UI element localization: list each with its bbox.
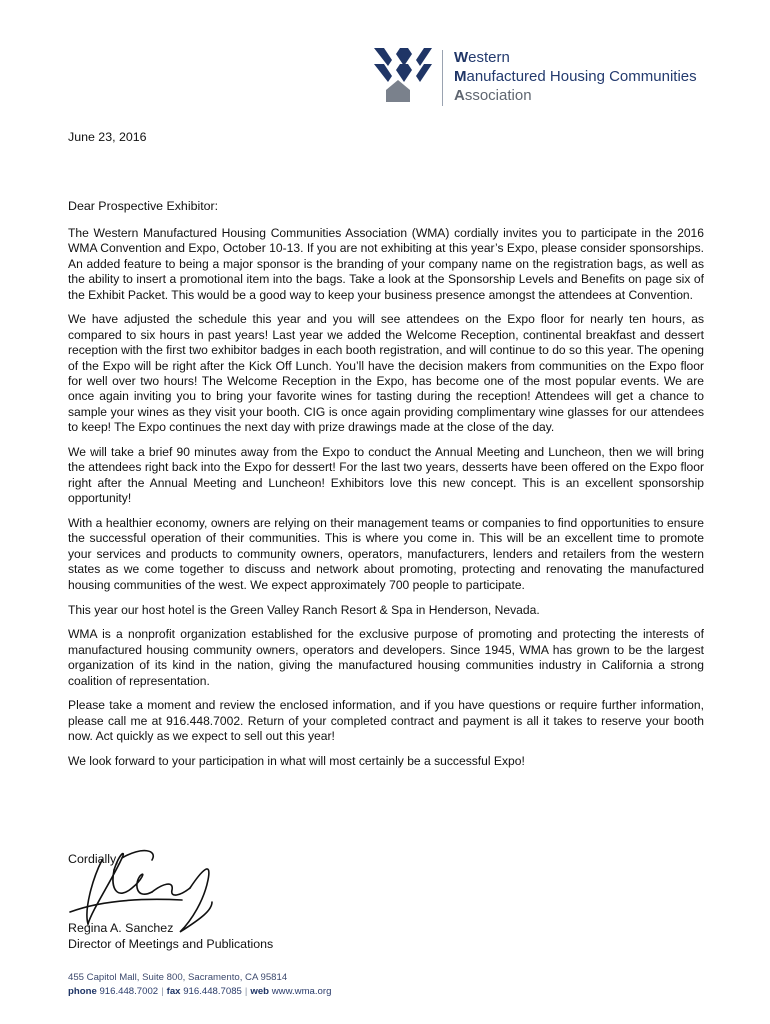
wma-logo-icon xyxy=(372,46,434,104)
closing: Cordially, xyxy=(68,852,119,866)
paragraph: WMA is a nonprofit organization established for the exclusive purpose of promoting and protecting the interests of manufactured housing community owners, operators and developers. Since 1945, WMA has grown to be the largest organization of its kind in the nation, giving the manufactured housing communities industry in California a strong coalition of representation. xyxy=(68,627,704,688)
letter-date: June 23, 2016 xyxy=(68,130,147,144)
paragraph: We look forward to your participation in what will most certainly be a successful Expo! xyxy=(68,753,525,768)
fax-number: 916.448.7085 xyxy=(183,986,242,997)
footer-separator: | xyxy=(161,986,164,997)
logo-line-western: Western xyxy=(454,49,510,66)
logo-line-association: Association xyxy=(454,87,532,104)
web-address[interactable]: www.wma.org xyxy=(271,986,332,997)
wma-logo xyxy=(372,46,697,110)
fax-label: fax xyxy=(166,986,181,997)
signature-block xyxy=(68,921,273,952)
salutation: Dear Prospective Exhibitor: xyxy=(68,199,219,213)
paragraph: With a healthier economy, owners are relying on their management teams or companies to find opportunities to ensure the successful operation of their communities. This is where you come in. This will be an excellent time to promote your services and products to community owners, operators, manufacturers, lenders and retailers from the western states as we come together to discuss and network about promoting, protecting and renovating the manufactured housing communities of the west. We expect approximately 700 people to participate. xyxy=(68,516,704,592)
phone-label: phone xyxy=(68,986,97,997)
logo-wordmark xyxy=(454,48,697,105)
paragraph: We have adjusted the schedule this year and you will see attendees on the Expo floor for nearly ten hours, as compared to six hours in past years! Last year we added the Welcome Reception, continental breakfast and dessert reception with the first two exhibitor badges in each booth registration, and will continue to do so this year. The opening of the Expo will be right after the Kick Off Lunch. You’ll have the decision makers from communities on the Expo floor for well over two hours! The Welcome Reception in the Expo, has become one of the most popular events. We are once again inviting you to bring your favorite wines for tasting during the reception! Attendees will get a chance to sample your wines as they visit your booth. CIG is once again providing complimentary wine glasses for our attendees to keep! The Expo continues the next day with prize drawings made at the close of the day. xyxy=(68,312,704,435)
letter-body xyxy=(68,226,704,779)
paragraph: The Western Manufactured Housing Communities Association (WMA) cordially invites you to participate in the 2016 WMA Convention and Expo, October 10-13. If you are not exhibiting at this year’s Expo, please consider sponsorships. An added feature to being a major sponsor is the branding of your company name on the registration bags, as well as the ability to insert a promotional item into the bags. Take a look at the Sponsorship Levels and Benefits on page six of the Exhibit Packet. This would be a good way to keep your business presence amongst the attendees at Convention. xyxy=(68,226,704,302)
signer-name: Regina A. Sanchez xyxy=(68,921,174,935)
paragraph: We will take a brief 90 minutes away from the Expo to conduct the Annual Meeting and Luncheon, then we will bring the attendees right back into the Expo for dessert! For the last two years, desserts have been offered on the Expo floor right after the Annual Meeting and Luncheon! Exhibitors love this new concept. This is an excellent sponsorship opportunity! xyxy=(68,445,704,506)
web-label: web xyxy=(250,986,270,997)
footer-separator: | xyxy=(244,986,248,997)
logo-divider xyxy=(442,50,443,106)
letterhead-footer xyxy=(68,971,331,999)
logo-line-manufactured: Manufactured Housing Communities xyxy=(454,68,697,85)
footer-contacts xyxy=(68,985,331,999)
paragraph: This year our host hotel is the Green Valley Ranch Resort & Spa in Henderson, Nevada. xyxy=(68,602,540,617)
signer-title: Director of Meetings and Publications xyxy=(68,936,274,951)
paragraph: Please take a moment and review the enclosed information, and if you have questions or require further information, please call me at 916.448.7002. Return of your completed contract and payment is all it takes to reserve your booth now. Act quickly as we expect to sell out this year! xyxy=(68,698,704,744)
phone-number: 916.448.7002 xyxy=(99,986,159,997)
footer-address: 455 Capitol Mall, Suite 800, Sacramento, CA 95814 xyxy=(68,972,288,983)
